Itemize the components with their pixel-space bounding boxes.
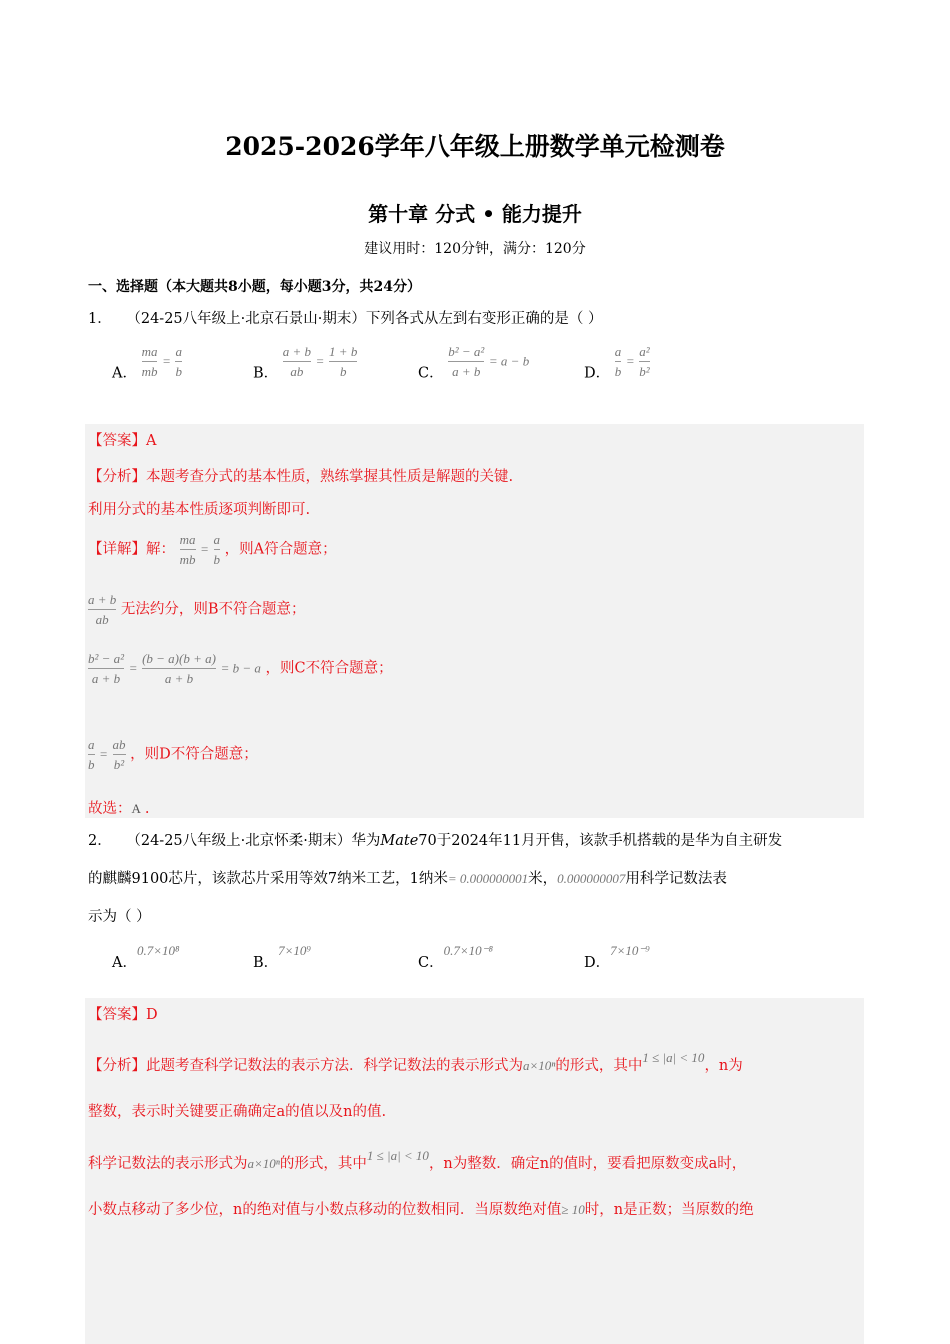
- answer-line: [88, 429, 156, 450]
- fraction: $\frac{\text{b² − a²}}{a + b}$: [88, 651, 125, 686]
- section-heading: 一、选择题（本大题共8小题，每小题3分，共24分）: [88, 279, 421, 295]
- option-b: B． $\frac{a + b}{ab}$ = $\frac{1 + b}{b}$: [253, 344, 358, 382]
- fraction: $\frac{\text{b² − a²}}{a + b}$: [448, 344, 485, 379]
- fraction: $\frac{a + b}{ab}$: [282, 344, 312, 379]
- option-a: A．0.7×10⁸: [112, 943, 180, 971]
- analysis-label: 【分析】: [88, 1058, 146, 1074]
- fraction: $\frac{\text{a²}}{\text{b²}}$: [639, 344, 650, 379]
- fraction: $\frac{a}{b}$: [213, 532, 220, 567]
- option-d: D．7×10⁻⁹: [584, 943, 650, 971]
- chapter-title: 第十章 分式 • 能力提升: [368, 202, 582, 226]
- option-b: B．7×10⁹: [253, 943, 311, 971]
- question-2: 2． （24-25八年级上·北京怀柔·期末）华为Mate70于2024年11月开售，该款手机搭载的是华为自主研发: [88, 833, 783, 849]
- answer-label: 【答案】: [88, 433, 146, 449]
- analysis-line: 【分析】此题考查科学记数法的表示方法．科学记数法的表示形式为a×10ⁿ的形式，其中1 ≤ |a| < 10，n为: [88, 1050, 743, 1074]
- fraction: $\frac{ab}{\text{b²}}$: [112, 737, 126, 772]
- option-d: D． $\frac{a}{b}$ = $\frac{\text{a²}}{\text{b²}}$: [584, 344, 650, 382]
- detail-line-d: $\frac{a}{b}$ = $\frac{ab}{\text{b²}}$ ，则D不符合题意；: [88, 737, 258, 772]
- answer-label: 【答案】: [88, 1007, 146, 1023]
- detail-line-a: 【详解】解： $\frac{ma}{mb}$ = $\frac{a}{b}$ ，则A符合题意；: [88, 532, 337, 567]
- question-2-line-3: 示为（ ）: [88, 909, 151, 925]
- fraction: $\frac{a}{b}$: [614, 344, 622, 379]
- analysis-label: 【分析】: [88, 469, 146, 485]
- answer-value: A: [146, 433, 157, 449]
- option-c: C． $\frac{\text{b² − a²}}{a + b}$ = a − b: [418, 344, 530, 382]
- analysis-line-2: 整数，表示时关键要正确确定a的值以及n的值.: [88, 1104, 387, 1120]
- question-text: （24-25八年级上·北京石景山·期末）下列各式从左到右变形正确的是（ ）: [126, 311, 603, 327]
- fraction: $\frac{1 + b}{b}$: [329, 344, 358, 379]
- fraction: $\frac{a + b}{ab}$: [88, 592, 117, 627]
- fraction: $\frac{ma}{mb}$: [141, 344, 158, 379]
- analysis-line: 【分析】本题考查分式的基本性质，熟练掌握其性质是解题的关键.: [88, 469, 514, 485]
- time-info: 建议用时：120分钟，满分：120分: [364, 241, 586, 257]
- question-number: 2．: [88, 833, 112, 849]
- answer-line: [88, 1003, 158, 1024]
- question-1: [88, 309, 602, 329]
- analysis-line-3: 科学记数法的表示形式为a×10ⁿ的形式，其中1 ≤ |a| < 10，n为整数．确定n的值时，要看把原数变成a时，: [88, 1148, 747, 1172]
- option-a: A． $\frac{ma}{mb}$ = $\frac{a}{b}$: [112, 344, 182, 382]
- analysis-line-2: 利用分式的基本性质逐项判断即可.: [88, 502, 311, 518]
- detail-label: 【详解】: [88, 541, 146, 558]
- detail-line-c: $\frac{\text{b² − a²}}{a + b}$ = $\frac{(b - a)(b + a)}{a + b}$ = b − a ，则C不符合题意；: [88, 651, 393, 686]
- fraction: $\frac{ma}{mb}$: [179, 532, 196, 567]
- fraction: $\frac{a}{b}$: [175, 344, 182, 379]
- fraction: $\frac{(b - a)(b + a)}{a + b}$: [142, 651, 216, 686]
- detail-line-b: $\frac{a + b}{ab}$ 无法约分，则B不符合题意；: [88, 592, 306, 627]
- option-c: C．0.7×10⁻⁸: [418, 943, 494, 971]
- fraction: $\frac{a}{b}$: [88, 737, 95, 772]
- question-number: 1．: [88, 311, 112, 327]
- answer-value: D: [146, 1007, 158, 1023]
- analysis-line-4: 小数点移动了多少位，n的绝对值与小数点移动的位数相同．当原数绝对值≥ 10时，n是正数；当原数的绝: [88, 1202, 754, 1218]
- page-title: 2025-2026学年八年级上册数学单元检测卷: [225, 132, 725, 161]
- conclusion-line: 故选：A .: [88, 801, 150, 817]
- question-2-line-2: 的麒麟9100芯片，该款芯片采用等效7纳米工艺，1纳米= 0.000000001米，0.000000007用科学记数法表: [88, 871, 727, 887]
